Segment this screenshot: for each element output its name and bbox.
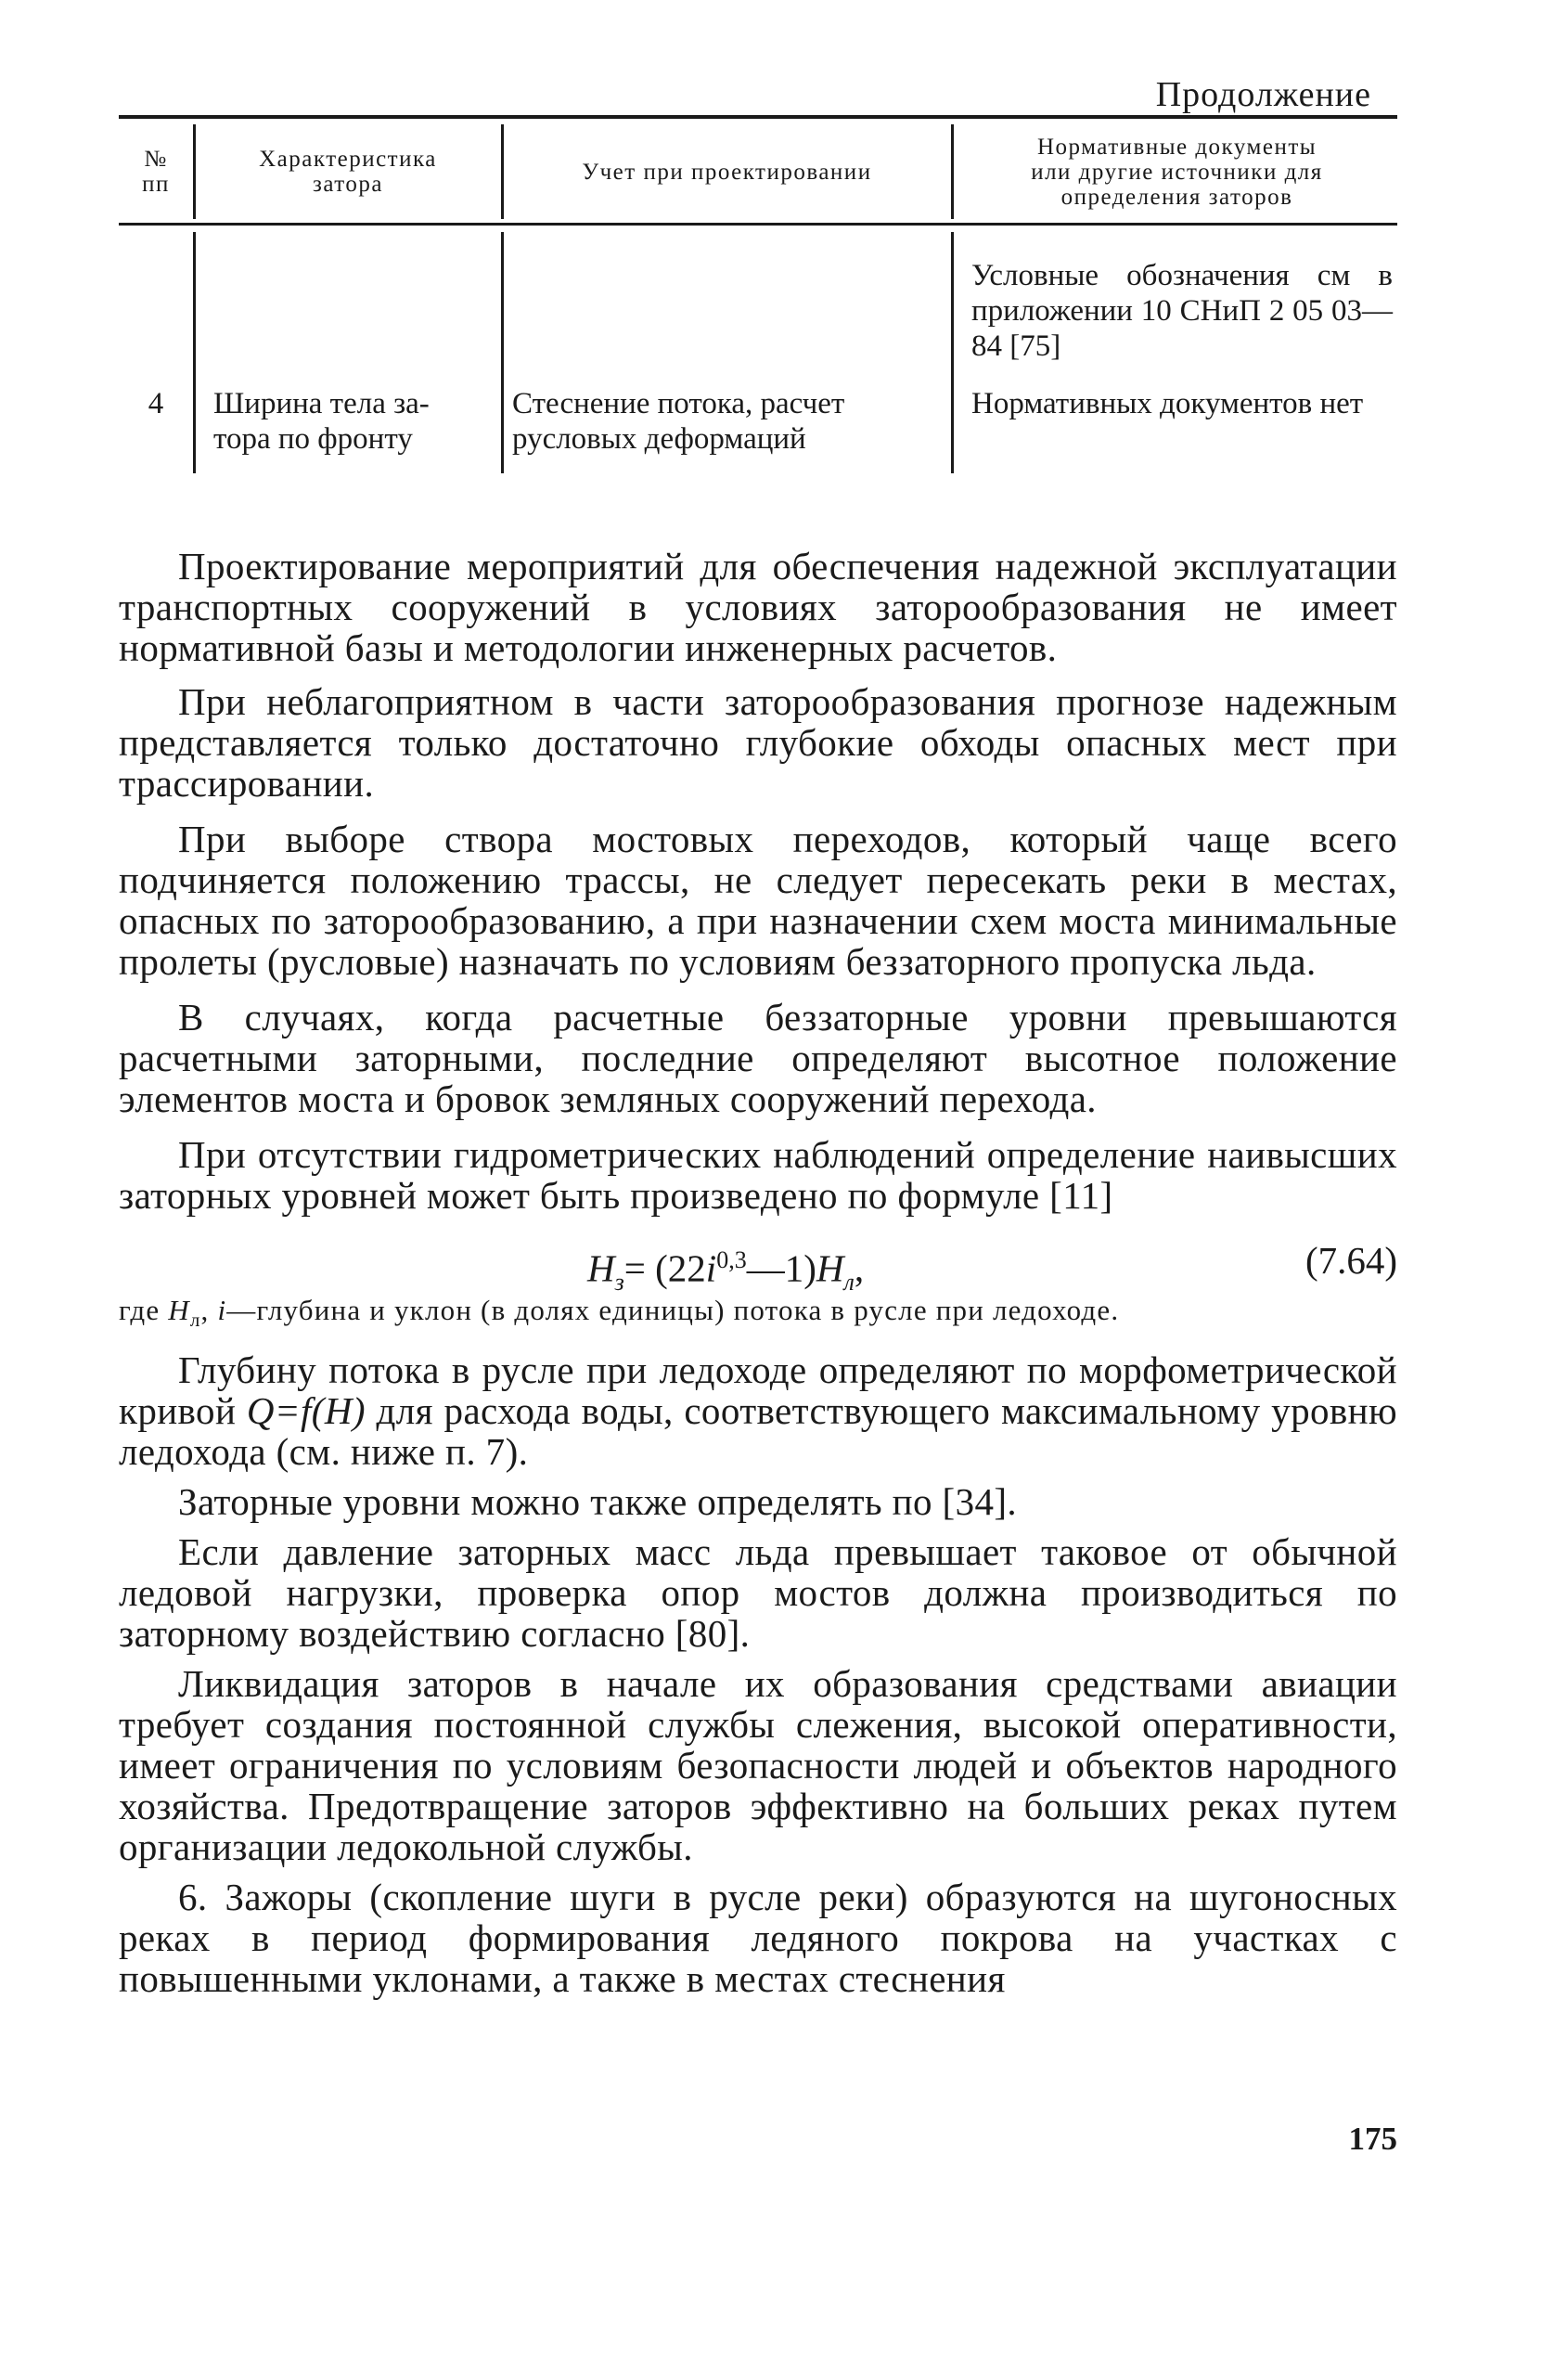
paragraph: Глубину потока в русле при ледоходе определяют по морфометрической кривой Q=f(H) для расхода воды, соответствующего максимальному уровню ледохода (см. ниже п. 7). [119, 1348, 1397, 1474]
paragraph: Заторные уровни можно также определять по [34]. [178, 1480, 1018, 1524]
table-top-rule [119, 115, 1397, 119]
paragraph: При отсутствии гидрометрических наблюдений определение наивысших заторных уровней может быть произведено по формуле [11] [119, 1133, 1397, 1217]
header-normative: Нормативные документы или другие источники для определения заторов [1031, 135, 1323, 210]
row-normative: Нормативных документов нет [971, 387, 1364, 420]
table-col-divider [193, 232, 196, 473]
formula-7-64 [119, 1232, 1397, 1296]
paragraph: Ликвидация заторов в начале их образования средствами авиации требует создания постоянной службы слежения, высокой оперативности, имеет ограничения по условиям безопасности людей и объектов народного хозяйства. Предотвращение заторов эффективно на больших реках путем организации ледокольной службы. [119, 1662, 1397, 1869]
table-col-divider [951, 232, 954, 473]
formula-where-note: где $H_л$, i—глубина и уклон (в долях единицы) потока в русле при ледоходе. [119, 1294, 1120, 1332]
row-num: 4 [148, 387, 164, 420]
paragraph: Если давление заторных масс льда превышает таковое от обычной ледовой нагрузки, проверка опор мостов должна производиться по заторному воздействию согласно [80]. [119, 1530, 1397, 1656]
table-col-divider [501, 232, 504, 473]
header-num: № пп [142, 147, 170, 197]
paragraph: При выборе створа мостовых переходов, который чаще всего подчиняется положению трассы, не следует пересекать реки в местах, опасных по заторообразованию, а при назначении схем моста минимальные пролеты (русловые) назначать по условиям беззаторного пропуска льда. [119, 818, 1397, 983]
table-header-rule [119, 223, 1397, 226]
paragraph: В случаях, когда расчетные беззаторные уровни превышаются расчетными заторными, последние определяют высотное положение элементов моста и бровок земляных сооружений перехода. [119, 996, 1397, 1120]
paragraph: Проектирование мероприятий для обеспечения надежной эксплуатации транспортных сооружений в условиях заторообразования не имеет нормативной базы и методологии инженерных расчетов. [119, 545, 1397, 669]
zator-table [119, 115, 1397, 477]
row-design: Стеснение потока, расчет русловых деформаций [512, 387, 845, 456]
row-characteristic: Ширина тела за- тора по фронту [213, 387, 430, 456]
table-col-divider [951, 124, 954, 219]
table-footnote: Условные обозначения см в приложении 10 СНиП 2 05 03—84 [75] [971, 259, 1393, 363]
header-design: Учет при проектировании [582, 160, 872, 185]
paragraph: 6. Зажоры (скопление шуги в русле реки) образуются на шугоносных реках в период формирования ледяного покрова на участках с повышенными уклонами, а также в местах стеснения [119, 1876, 1397, 2001]
equation-number: (7.64) [1305, 1239, 1397, 1282]
formula-expression: $H_з=$ $(22i^{0,3}—1)H_л$, [587, 1246, 865, 1296]
body-text [119, 546, 1397, 1999]
page-number: 175 [1348, 2121, 1397, 2157]
header-characteristic: Характеристика затора [259, 147, 437, 197]
paragraph: При неблагоприятном в части заторообразования прогнозе надежным представляется только достаточно глубокие обходы опасных мест при трассировании. [119, 680, 1397, 805]
continuation-label: Продолжение [1155, 75, 1371, 114]
table-col-divider [193, 124, 196, 219]
table-col-divider [501, 124, 504, 219]
